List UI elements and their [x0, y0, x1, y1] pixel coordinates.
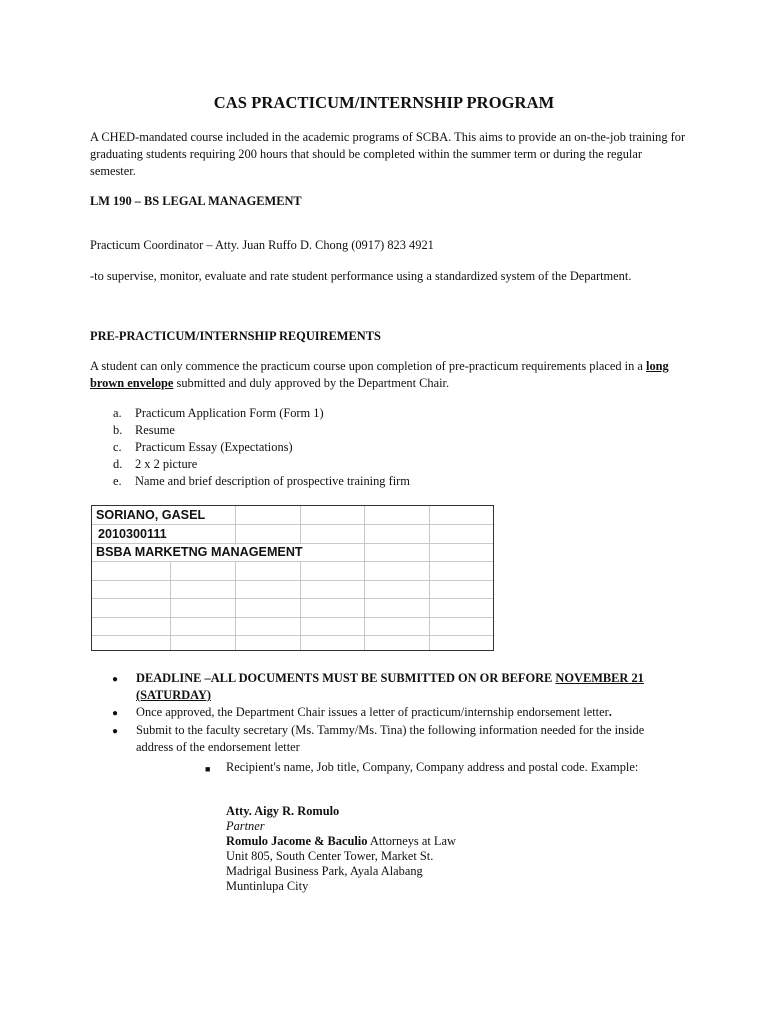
approval-text: [136, 704, 672, 722]
list-item: [113, 439, 410, 456]
page-title: CAS PRACTICUM/INTERNSHIP PROGRAM: [213, 93, 555, 112]
deadline-prefix: DEADLINE –ALL DOCUMENTS MUST BE SUBMITTED ON OR BEFORE: [136, 671, 556, 685]
list-item: [113, 473, 410, 490]
list-marker: d.: [113, 457, 123, 471]
recipient-sub-item: [205, 759, 638, 778]
bullet-dot: ●: [112, 726, 119, 737]
example-address: [226, 804, 456, 894]
address-line-2: Madrigal Business Park, Ayala Alabang: [226, 864, 423, 878]
recipient-firm-suffix: Attorneys at Law: [367, 834, 456, 848]
recipient-firm-line: [226, 834, 456, 849]
list-marker: e.: [113, 474, 122, 488]
requirements-text-after: submitted and duly approved by the Department Chair.: [173, 376, 450, 390]
approval-item: [112, 704, 672, 722]
list-item: [113, 456, 410, 473]
submit-text: Submit to the faculty secretary (Ms. Tammy/Ms. Tina) the following information needed for the inside address of the endorsement letter: [136, 723, 645, 754]
list-item: [113, 422, 410, 439]
address-line-3: Muntinlupa City: [226, 879, 309, 893]
instructions-list: [112, 670, 672, 756]
student-id-cell: 2010300111: [98, 527, 167, 541]
deadline-day: (SATURDAY): [136, 688, 212, 702]
requirements-list: [113, 405, 410, 490]
deadline-date: NOVEMBER 21: [555, 671, 644, 685]
list-marker: b.: [113, 423, 123, 437]
requirements-heading: PRE-PRACTICUM/INTERNSHIP REQUIREMENTS: [90, 329, 381, 343]
bullet-dot: ●: [112, 674, 119, 685]
coordinator-label: Practicum Coordinator: [90, 238, 204, 252]
coordinator-dash: –: [203, 238, 215, 252]
deadline-text: [136, 670, 672, 704]
recipient-position: Partner: [226, 819, 265, 833]
student-name-cell: SORIANO, GASEL: [96, 508, 206, 522]
coordinator-duty: -to supervise, monitor, evaluate and rate student performance using a standardized system of the Department.: [90, 269, 632, 283]
approval-sentence: Once approved, the Department Chair issues a letter of practicum/internship endorsement letter: [136, 705, 609, 719]
coordinator-line: [90, 237, 434, 254]
recipient-sub-text: Recipient's name, Job title, Company, Company address and postal code. Example:: [226, 760, 639, 774]
address-line-1: Unit 805, South Center Tower, Market St.: [226, 849, 434, 863]
approval-period: .: [608, 705, 612, 719]
list-item-text: Resume: [135, 423, 175, 437]
square-bullet-icon: ■: [205, 764, 211, 774]
spreadsheet-snippet: [91, 505, 494, 651]
intro-paragraph: A CHED-mandated course included in the academic programs of SCBA. This aims to provide an on-the-job training for graduating students requiring 200 hours that should be completed within the summer term or during the regular semester.: [90, 130, 686, 178]
recipient-name: Atty. Aigy R. Romulo: [226, 804, 340, 818]
list-item-text: 2 x 2 picture: [135, 457, 198, 471]
list-marker: a.: [113, 406, 122, 420]
submit-item: [112, 722, 672, 756]
requirements-text-before: A student can only commence the practicum course upon completion of pre-practicum requirements placed in a: [90, 359, 647, 373]
coordinator-value: Atty. Juan Ruffo D. Chong (0917) 823 4921: [214, 238, 434, 252]
course-heading: LM 190 – BS LEGAL MANAGEMENT: [90, 194, 302, 208]
list-item: [113, 405, 410, 422]
list-item-text: Practicum Application Form (Form 1): [135, 406, 324, 420]
recipient-firm: Romulo Jacome & Baculio: [226, 834, 368, 848]
list-item-text: Practicum Essay (Expectations): [135, 440, 293, 454]
list-item-text: Name and brief description of prospective training firm: [135, 474, 410, 488]
bullet-dot: ●: [112, 708, 119, 719]
list-marker: c.: [113, 440, 122, 454]
requirements-paragraph: [90, 358, 690, 392]
student-program-cell: BSBA MARKETNG MANAGEMENT: [96, 545, 303, 559]
requirements-emphasis: long brown envelope: [90, 359, 669, 390]
deadline-item: [112, 670, 672, 704]
